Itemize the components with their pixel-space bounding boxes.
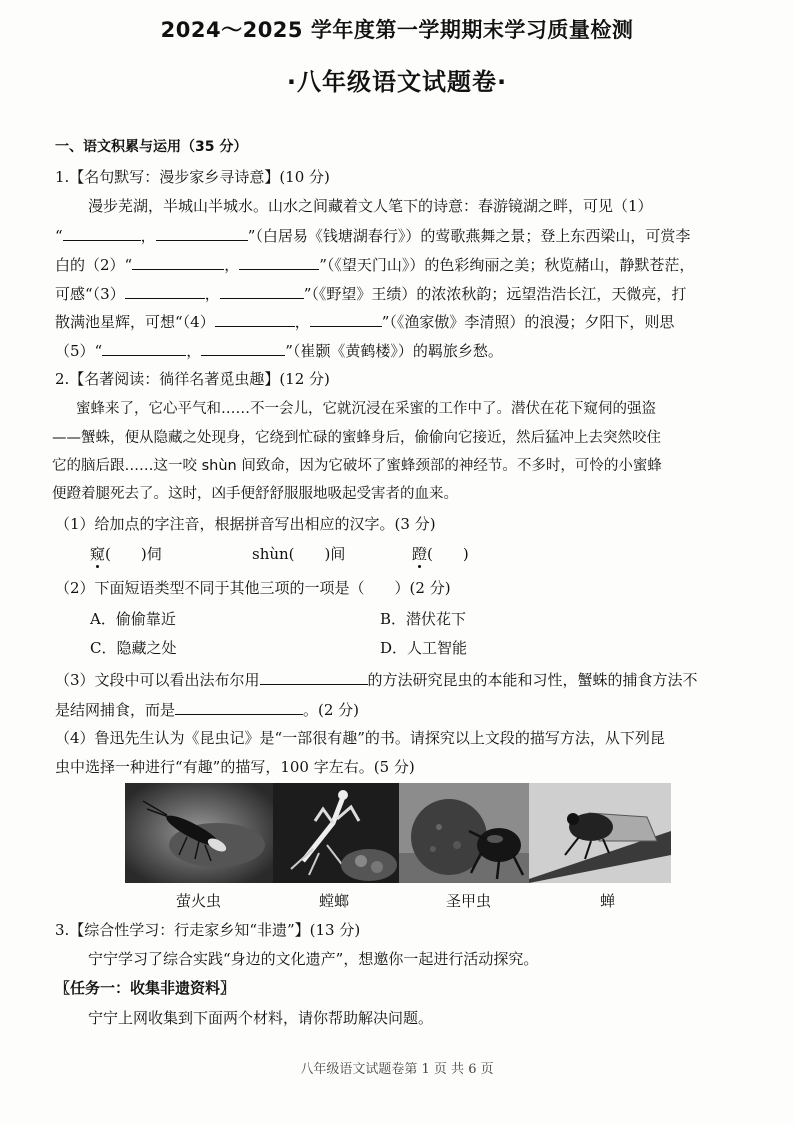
option-c[interactable]: C．隐藏之处 <box>90 639 177 657</box>
q1-line-1: 漫步芜湖，半城山半城水。山水之间藏着文人笔下的诗意：春游镜湖之畔，可见（1） <box>88 197 653 215</box>
caption-scarab: 圣甲虫 <box>446 892 492 910</box>
q3-intro: 宁宁学习了综合实践“身边的文化遗产”，想邀你一起进行活动探究。 <box>88 950 539 968</box>
answer-blank[interactable] <box>102 342 186 356</box>
q1-line-5: 散满池星辉，可想“（4） ， ”（《渔家傲》李清照）的浪漫；夕阳下，则思 <box>55 313 675 331</box>
answer-blank[interactable] <box>310 313 382 327</box>
answer-blank[interactable] <box>175 701 303 715</box>
page-footer: 八年级语文试题卷第 1 页 共 6 页 <box>300 1062 494 1077</box>
answer-blank[interactable] <box>215 313 295 327</box>
q1-line-2: “ ， ”（白居易《钱塘湖春行》）的莺歌燕舞之景；登上东西梁山，可赏李 <box>55 227 691 245</box>
option-a[interactable]: A．偷偷靠近 <box>90 610 176 628</box>
insect-photo-strip <box>125 783 671 883</box>
answer-blank[interactable] <box>156 227 248 241</box>
pinyin-item-3: 蹬( ) <box>412 545 469 563</box>
scarab-image <box>399 783 529 883</box>
section-heading: 一、语文积累与运用（35 分） <box>55 139 248 155</box>
exam-subtitle: ·八年级语文试题卷· <box>286 68 508 96</box>
passage-line-4: 便蹬着腿死去了。这时，凶手便舒舒服服地吸起受害者的血来。 <box>52 486 458 502</box>
firefly-image <box>125 783 273 883</box>
cicada-image <box>529 783 671 883</box>
q2-sub-1: （1）给加点的字注音，根据拼音写出相应的汉字。(3 分) <box>55 515 436 533</box>
answer-blank[interactable] <box>63 227 141 241</box>
task-1-heading: 〖任务一：收集非遗资料〗 <box>55 979 236 997</box>
q2-sub-3-line-2: 是结网捕食，而是 。(2 分) <box>55 701 360 719</box>
answer-blank[interactable] <box>239 256 319 270</box>
q2-sub-2: （2）下面短语类型不同于其他三项的一项是（ ）(2 分) <box>55 579 451 597</box>
question-3-heading: 3.【综合性学习：行走家乡知“非遗”】(13 分) <box>55 921 361 939</box>
caption-cicada: 蝉 <box>600 892 616 910</box>
pinyin-item-1: 窥( )伺 <box>90 545 162 563</box>
q1-line-6: （5）“ ， ”（崔颢《黄鹤楼》）的羁旅乡愁。 <box>55 342 503 360</box>
q1-line-3: 白的（2）“ ， ”（《望天门山》）的色彩绚丽之美；秋览赭山，静默苍茫， <box>55 256 695 274</box>
question-1-heading: 1.【名句默写：漫步家乡寻诗意】(10 分) <box>55 168 330 186</box>
q3-task-1-text: 宁宁上网收集到下面两个材料，请你帮助解决问题。 <box>88 1009 434 1027</box>
passage-line-3: 它的脑后跟……这一咬 shùn 间致命，因为它破坏了蜜蜂颈部的神经节。不多时，可怜的小蜜蜂 <box>52 458 662 474</box>
q1-line-4: 可感“（3） ， ”（《野望》王绩）的浓浓秋韵；远望浩浩长江，天微亮，打 <box>55 285 687 303</box>
option-b[interactable]: B．潜伏花下 <box>380 610 467 628</box>
option-d[interactable]: D．人工智能 <box>380 639 468 657</box>
q2-sub-3-line-1: （3）文段中可以看出法布尔用 的方法研究昆虫的本能和习性，蟹蛛的捕食方法不 <box>55 671 698 689</box>
question-2-heading: 2.【名著阅读：徜徉名著觅虫趣】(12 分) <box>55 370 330 388</box>
passage-line-2: ——蟹蛛，便从隐藏之处现身，它绕到忙碌的蜜蜂身后，偷偷向它接近，然后猛冲上去突然咬住 <box>52 430 661 446</box>
pinyin-item-2: shùn( )间 <box>252 545 346 563</box>
passage-line-1: 蜜蜂来了，它心平气和……不一会儿，它就沉浸在采蜜的工作中了。潜伏在花下窥伺的强盗 <box>76 401 656 417</box>
answer-blank[interactable] <box>125 285 205 299</box>
answer-blank[interactable] <box>220 285 304 299</box>
caption-mantis: 螳螂 <box>319 892 350 910</box>
answer-blank[interactable] <box>132 256 224 270</box>
q2-sub-4-line-2: 虫中选择一种进行“有趣”的描写，100 字左右。(5 分) <box>55 758 415 776</box>
mantis-image <box>273 783 399 883</box>
exam-title: 2024～2025 学年度第一学期期末学习质量检测 <box>160 18 634 42</box>
answer-blank[interactable] <box>260 671 368 685</box>
answer-blank[interactable] <box>201 342 285 356</box>
q2-sub-4-line-1: （4）鲁迅先生认为《昆虫记》是“一部很有趣”的书。请探究以上文段的描写方法，从下列昆 <box>55 729 665 747</box>
caption-firefly: 萤火虫 <box>176 892 222 910</box>
